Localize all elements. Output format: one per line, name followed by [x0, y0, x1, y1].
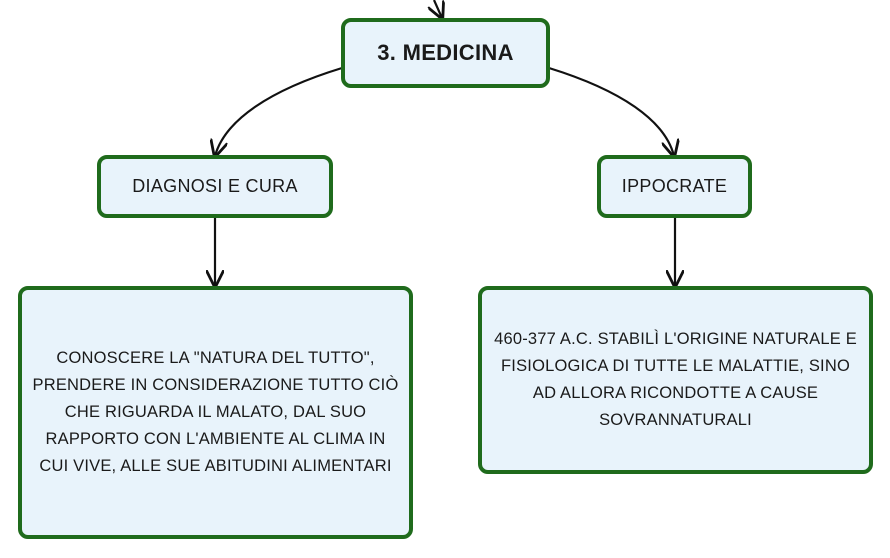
connector-root-to-diagnosi: [215, 68, 342, 156]
branch-node-ippocrate[interactable]: [597, 155, 752, 218]
branch-node-diagnosi[interactable]: [97, 155, 333, 218]
detail-text: CONOSCERE LA "NATURA DEL TUTTO", PRENDERE IN CONSIDERAZIONE TUTTO CIÒ CHE RIGUARDA IL MALATO, DAL SUO RAPPORTO CON L'AMBIENTE AL CLIMA IN CUI VIVE, ALLE SUE ABITUDINI ALIMENTARI: [32, 349, 399, 475]
root-node[interactable]: [341, 18, 550, 88]
root-title: 3. MEDICINA: [377, 40, 514, 65]
detail-node-ippocrate[interactable]: [478, 286, 873, 474]
detail-node-diagnosi[interactable]: [18, 286, 413, 539]
branch-label: DIAGNOSI E CURA: [132, 176, 298, 196]
branch-label: IPPOCRATE: [621, 176, 728, 196]
detail-text: 460-377 A.C. STABILÌ L'ORIGINE NATURALE E FISIOLOGICA DI TUTTE LE MALATTIE, SINO AD ALLORA RICONDOTTE A CAUSE SOVRANNATURALI: [494, 330, 857, 429]
connector-root-to-ippocrate: [549, 68, 674, 156]
incoming-connector: [434, 0, 442, 18]
